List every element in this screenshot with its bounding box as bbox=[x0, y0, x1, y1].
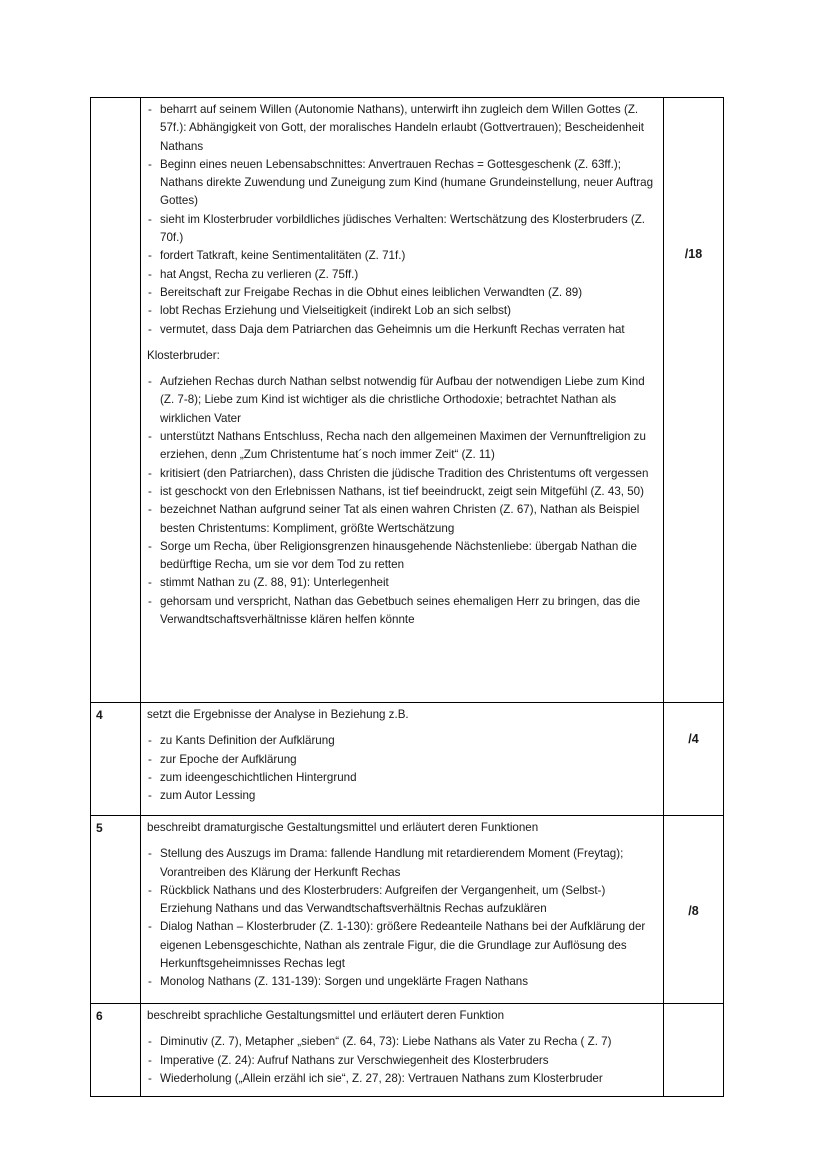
list-item: - Rückblick Nathans und des Klosterbruders: Aufgreifen der Vergangenheit, um (Selbst-) Erziehung Nathans und das Verwandtschaftsverhältnis Rechas aufzuklären bbox=[147, 882, 657, 919]
list-item: - Stellung des Auszugs im Drama: fallende Handlung mit retardierendem Moment (Freytag); Vorantreiben des Klärung der Herkunft Rechas bbox=[147, 845, 657, 882]
table-row-task-5 bbox=[91, 816, 724, 1004]
grading-table bbox=[90, 97, 724, 1097]
list-item: - zu Kants Definition der Aufklärung bbox=[147, 732, 657, 750]
list-item: - Wiederholung („Allein erzähl ich sie“, Z. 27, 28): Vertrauen Nathans zum Klosterbruder bbox=[147, 1070, 657, 1088]
score-value: /18 bbox=[684, 247, 703, 261]
score-value: /8 bbox=[688, 904, 699, 918]
list-item: - zum ideengeschichtlichen Hintergrund bbox=[147, 769, 657, 787]
list-item: - Diminutiv (Z. 7), Metapher „sieben“ (Z. 64, 73): Liebe Nathans als Vater zu Recha ( Z. 7) bbox=[147, 1033, 657, 1051]
nathan-points-list bbox=[147, 101, 657, 339]
list-item: - zum Autor Lessing bbox=[147, 787, 657, 805]
expectation-cell bbox=[141, 98, 664, 703]
task-points-list bbox=[147, 732, 657, 805]
list-item: - Sorge um Recha, über Religionsgrenzen hinausgehende Nächstenliebe: übergab Nathan die bedürftige Recha, um sie vor dem Tod zu retten bbox=[147, 538, 657, 575]
list-item: - sieht im Klosterbruder vorbildliches jüdisches Verhalten: Wertschätzung des Klosterbruders (Z. 70f.) bbox=[147, 211, 657, 248]
list-item: - Bereitschaft zur Freigabe Rechas in die Obhut eines leiblichen Verwandten (Z. 89) bbox=[147, 284, 657, 302]
table-row-task-6 bbox=[91, 1004, 724, 1097]
task-number-cell: 6 bbox=[91, 1004, 141, 1097]
expectation-cell bbox=[141, 703, 664, 816]
list-item: - stimmt Nathan zu (Z. 88, 91): Unterlegenheit bbox=[147, 574, 657, 592]
task-description: setzt die Ergebnisse der Analyse in Beziehung z.B. bbox=[147, 708, 409, 721]
expectation-cell bbox=[141, 1004, 664, 1097]
score-cell bbox=[664, 703, 724, 816]
list-item: - zur Epoche der Aufklärung bbox=[147, 751, 657, 769]
score-value: /4 bbox=[688, 732, 699, 746]
expectation-cell bbox=[141, 816, 664, 1004]
score-cell bbox=[664, 98, 724, 703]
task-description: beschreibt sprachliche Gestaltungsmittel und erläutert deren Funktion bbox=[147, 1009, 505, 1022]
task-points-list bbox=[147, 1033, 657, 1088]
table-row-continuation bbox=[91, 98, 724, 703]
task-number-cell: 4 bbox=[91, 703, 141, 816]
table-row-task-4 bbox=[91, 703, 724, 816]
subheading-klosterbruder: Klosterbruder: bbox=[147, 348, 220, 362]
list-item: - fordert Tatkraft, keine Sentimentalitäten (Z. 71f.) bbox=[147, 247, 657, 265]
list-item: - ist geschockt von den Erlebnissen Nathans, ist tief beeindruckt, zeigt sein Mitgefühl (Z. 43, 50) bbox=[147, 483, 657, 501]
task-number-cell bbox=[91, 98, 141, 703]
list-item: - lobt Rechas Erziehung und Vielseitigkeit (indirekt Lob an sich selbst) bbox=[147, 302, 657, 320]
task-number-cell: 5 bbox=[91, 816, 141, 1004]
list-item: - Dialog Nathan – Klosterbruder (Z. 1-130): größere Redeanteile Nathans bei der Aufklärung der eigenen Lebensgeschichte, Nathan als zentrale Figur, die die Grundlage zur Auflösung des Herkunftsgeheimnisses Rechas legt bbox=[147, 918, 657, 973]
list-item: - Imperative (Z. 24): Aufruf Nathans zur Verschwiegenheit des Klosterbruders bbox=[147, 1052, 657, 1070]
klosterbruder-points-list bbox=[147, 373, 657, 629]
task-description: beschreibt dramaturgische Gestaltungsmittel und erläutert deren Funktionen bbox=[147, 821, 539, 834]
list-item: - bezeichnet Nathan aufgrund seiner Tat als einen wahren Christen (Z. 67), Nathan als Beispiel besten Christentums: Kompliment, größte Wertschätzung bbox=[147, 501, 657, 538]
score-cell bbox=[664, 1004, 724, 1097]
list-item: - Aufziehen Rechas durch Nathan selbst notwendig für Aufbau der notwendigen Liebe zum Kind (Z. 7-8); Liebe zum Kind ist wichtiger als die christliche Orthodoxie; betrachtet Nathan als wirklichen Vater bbox=[147, 373, 657, 428]
list-item: - unterstützt Nathans Entschluss, Recha nach den allgemeinen Maximen der Vernunftreligion zu erziehen, denn „Zum Christentume hat´s noch immer Zeit“ (Z. 11) bbox=[147, 428, 657, 465]
list-item: - beharrt auf seinem Willen (Autonomie Nathans), unterwirft ihn zugleich dem Willen Gottes (Z. 57f.): Abhängigkeit von Gott, der moralisches Handeln erlaubt (Gottvertrauen); Bescheidenheit Nathans bbox=[147, 101, 657, 156]
list-item: - Beginn eines neuen Lebensabschnittes: Anvertrauen Rechas = Gottesgeschenk (Z. 63ff.); Nathans direkte Zuwendung und Zuneigung zum Kind (humane Grundeinstellung, neuer Auftrag Gottes) bbox=[147, 156, 657, 211]
score-cell bbox=[664, 816, 724, 1004]
list-item: - kritisiert (den Patriarchen), dass Christen die jüdische Tradition des Christentums oft vergessen bbox=[147, 465, 657, 483]
list-item: - vermutet, dass Daja dem Patriarchen das Geheimnis um die Herkunft Rechas verraten hat bbox=[147, 321, 657, 339]
task-points-list bbox=[147, 845, 657, 991]
list-item: - hat Angst, Recha zu verlieren (Z. 75ff.) bbox=[147, 266, 657, 284]
list-item: - Monolog Nathans (Z. 131-139): Sorgen und ungeklärte Fragen Nathans bbox=[147, 973, 657, 991]
list-item: - gehorsam und verspricht, Nathan das Gebetbuch seines ehemaligen Herr zu bringen, das die Verwandtschaftsverhältnisse klären helfen könnte bbox=[147, 593, 657, 630]
